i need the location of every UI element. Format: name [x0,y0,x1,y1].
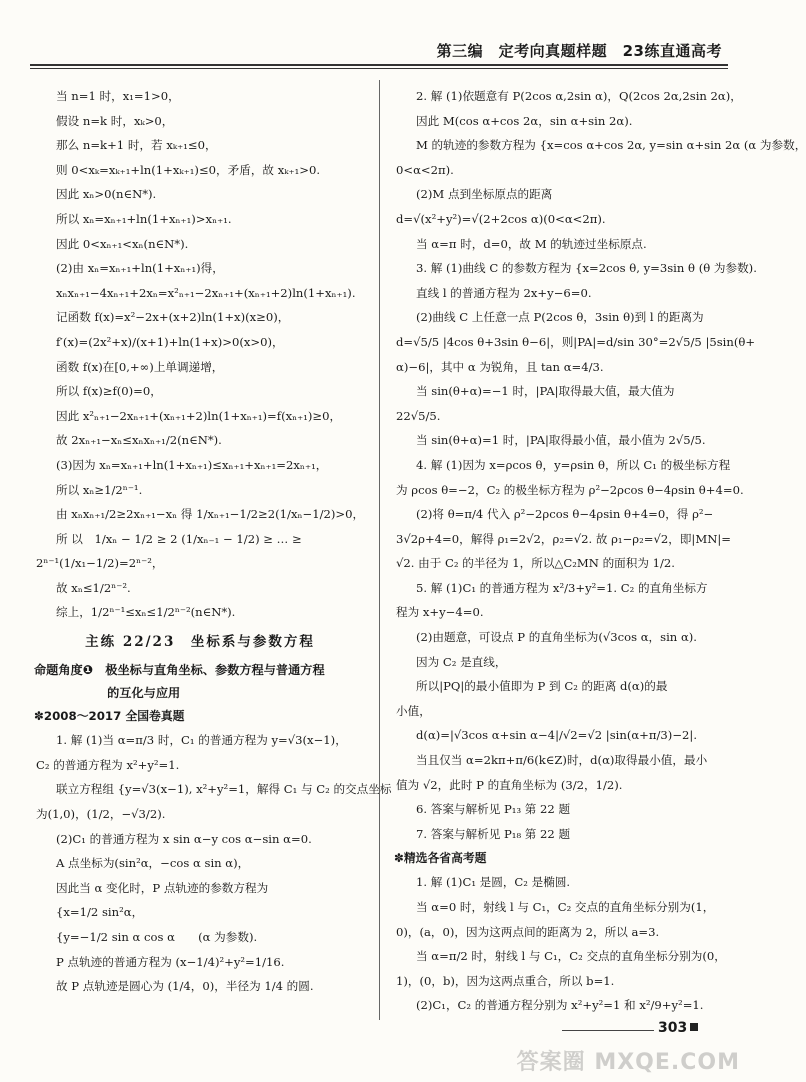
text-line: 那么 n=k+1 时，若 xₖ₊₁≤0， [56,138,217,153]
text-line: d=√5/5 |4cos θ+3sin θ−6|，则|PA|=d/sin 30°=2√5/5 |5sin(θ+ [396,334,756,349]
text-line: 3√2ρ+4=0，解得 ρ₁=2√2，ρ₂=√2. 故 ρ₁−ρ₂=√2，即|MN|= [396,531,731,546]
text-line: 6. 答案与解析见 P₁₃ 第 22 题 [416,802,571,817]
text-line: 故 xₙ≤1/2ⁿ⁻². [56,580,131,595]
text-line: 所 以 1/xₙ − 1/2 ≥ 2 (1/xₙ₋₁ − 1/2) ≥ … ≥ [56,531,302,546]
text-line: d(α)=|√3cos α+sin α−4|/√2=√2 |sin(α+π/3)−2|. [416,728,698,743]
text-line: 因此 M(cos α+cos 2α，sin α+sin 2α). [416,113,633,128]
text-line: 2ⁿ⁻¹(1/x₁−1/2)=2ⁿ⁻²， [36,556,164,571]
text-line: 当 α=0 时，射线 l 与 C₁，C₂ 交点的直角坐标分别为(1， [416,900,715,914]
text-line: (2)曲线 C 上任意一点 P(2cos θ，3sin θ)到 l 的距离为 [416,310,704,325]
sub-heading: ✽精选各省高考题 [394,851,487,866]
text-line: {y=−1/2 sin α cos α (α 为参数). [56,930,258,944]
text-line: 所以 xₙ=xₙ₊₁+ln(1+xₙ₊₁)>xₙ₊₁. [56,211,232,226]
text-line: 所以|PQ|的最小值即为 P 到 C₂ 的距离 d(α)的最 [416,679,668,694]
text-line: 当 n=1 时，x₁=1>0， [56,89,180,103]
text-line: 因此 0<xₙ₊₁<xₙ(n∈N*). [56,236,189,251]
text-line: 程为 x+y−4=0. [396,605,484,620]
text-line: 22√5/5. [396,408,441,423]
text-line: 直线 l 的普通方程为 2x+y−6=0. [416,285,592,300]
text-line: 1)，(0，b)，因为这两点重合，所以 b=1. [396,973,615,988]
text-line: xₙxₙ₊₁−4xₙ₊₁+2xₙ=x²ₙ₊₁−2xₙ₊₁+(xₙ₊₁+2)ln(1+xₙ₊₁). [56,285,356,300]
text-line: 当且仅当 α=2kπ+π/6(k∈Z)时，d(α)取得最小值，最小 [416,753,708,768]
header-rule-thin [30,68,728,69]
text-line: 联立方程组 {y=√3(x−1), x²+y²=1，解得 C₁ 与 C₂ 的交点坐标 [56,782,392,797]
text-line: α)−6|，其中 α 为锐角，且 tan α=4/3. [396,359,604,374]
text-line: 3. 解 (1)曲线 C 的参数方程为 {x=2cos θ, y=3sin θ (θ 为参数). [416,261,757,276]
text-line: 0<α<2π). [396,162,454,177]
text-line: 1. 解 (1)当 α=π/3 时，C₁ 的普通方程为 y=√3(x−1)， [56,733,347,748]
text-line: 因此当 α 变化时，P 点轨迹的参数方程为 [56,880,269,895]
text-line: f′(x)=(2x²+x)/(x+1)+ln(1+x)>0(x>0)， [56,334,284,349]
page-number: 303 [658,1020,688,1036]
text-line: 因此 xₙ>0(n∈N*). [56,187,157,202]
text-line: (3)因为 xₙ=xₙ₊₁+ln(1+xₙ₊₁)≤xₙ₊₁+xₙ₊₁=2xₙ₊₁， [56,457,328,472]
text-line: 记函数 f(x)=x²−2x+(x+2)ln(1+x)(x≥0)， [56,310,290,325]
text-line: 当 sin(θ+α)=−1 时，|PA|取得最大值，最大值为 [416,384,675,399]
text-line: 假设 n=k 时，xₖ>0， [56,113,174,128]
text-line: (2)C₁，C₂ 的普通方程分别为 x²+y²=1 和 x²/9+y²=1. [416,998,704,1013]
text-line: 7. 答案与解析见 P₁₈ 第 22 题 [416,826,571,841]
text-line: 当 α=π 时，d=0，故 M 的轨迹过坐标原点. [416,236,647,251]
text-line: (2)C₁ 的普通方程为 x sin α−y cos α−sin α=0. [56,831,312,846]
page-header: 第三编 定考向真题样题 23练直通高考 [436,42,722,60]
text-line: 因此 x²ₙ₊₁−2xₙ₊₁+(xₙ₊₁+2)ln(1+xₙ₊₁)=f(xₙ₊₁)≥0， [56,408,342,423]
text-line: 函数 f(x)在[0,+∞)上单调递增， [56,359,224,374]
text-line: 值为 √2，此时 P 的直角坐标为 (3/2，1/2). [396,777,623,792]
left-column [34,84,392,999]
text-line: (2)M 点到坐标原点的距离 [416,187,553,202]
text-line: P 点轨迹的普通方程为 (x−1/4)²+y²=1/16. [56,954,285,969]
text-line: M 的轨迹的参数方程为 {x=cos α+cos 2α, y=sin α+sin 2α (α 为参数， [416,138,806,153]
section-title: 主练 22/23 坐标系与参数方程 [85,634,315,651]
text-line: 所以 f(x)≥f(0)=0， [56,384,162,399]
text-line: d=√(x²+y²)=√(2+2cos α)(0<α<2π). [396,211,606,226]
text-line: A 点坐标为(sin²α，−cos α sin α)， [56,856,250,871]
column-divider [379,80,380,1020]
text-line: 5. 解 (1)C₁ 的普通方程为 x²/3+y²=1. C₂ 的直角坐标方 [416,580,708,595]
topic-heading: 命题角度❶ 极坐标与直角坐标、参数方程与普通方程 [34,663,325,678]
text-line: 小值， [396,703,431,718]
page-mark-square [690,1023,698,1031]
text-line: 为(1,0)，(1/2，−√3/2). [36,807,166,822]
text-line: 1. 解 (1)C₁ 是圆，C₂ 是椭圆. [416,875,571,890]
text-line: (2)将 θ=π/4 代入 ρ²−2ρcos θ−4ρsin θ+4=0，得 ρ²− [416,507,714,522]
sub-heading: ✽2008～2017 全国卷真题 [34,709,185,724]
text-line: 故 P 点轨迹是圆心为 (1/4，0)，半径为 1/4 的圆. [56,979,314,994]
text-line: 当 α=π/2 时，射线 l 与 C₁，C₂ 交点的直角坐标分别为(0， [416,949,726,964]
text-line: 2. 解 (1)依题意有 P(2cos α,2sin α)，Q(2cos 2α,2sin 2α)， [416,89,742,103]
watermark: 答案圈 MXQE.COM [516,1050,740,1075]
text-line: 所以 xₙ≥1/2ⁿ⁻¹. [56,482,143,497]
text-line: 当 sin(θ+α)=1 时，|PA|取得最小值，最小值为 2√5/5. [416,433,706,448]
text-line: 为 ρcos θ=−2，C₂ 的极坐标方程为 ρ²−2ρcos θ−4ρsin θ+4=0. [396,482,744,497]
footer-rule [562,1030,654,1031]
topic-heading: 的互化与应用 [34,685,181,700]
text-line: 故 2xₙ₊₁−xₙ≤xₙxₙ₊₁/2(n∈N*). [56,433,222,448]
header-rule [30,64,728,66]
text-line: 4. 解 (1)因为 x=ρcos θ，y=ρsin θ，所以 C₁ 的极坐标方程 [416,457,731,472]
text-line: 0)，(a，0)，因为这两点间的距离为 2，所以 a=3. [396,924,660,939]
text-line: 综上，1/2ⁿ⁻¹≤xₙ≤1/2ⁿ⁻²(n∈N*). [56,605,236,620]
text-line: (2)由 xₙ=xₙ₊₁+ln(1+xₙ₊₁)得， [56,261,224,276]
text-line: √2. 由于 C₂ 的半径为 1，所以△C₂MN 的面积为 1/2. [396,556,675,571]
text-line: 则 0<xₖ=xₖ₊₁+ln(1+xₖ₊₁)≤0，矛盾，故 xₖ₊₁>0. [56,162,321,177]
text-line: C₂ 的普通方程为 x²+y²=1. [36,757,180,772]
right-column [394,84,806,1018]
text-line: (2)由题意，可设点 P 的直角坐标为(√3cos α，sin α). [416,630,697,645]
text-line: {x=1/2 sin²α， [56,905,144,920]
text-line: 因为 C₂ 是直线， [416,654,507,669]
text-line: 由 xₙxₙ₊₁/2≥2xₙ₊₁−xₙ 得 1/xₙ₊₁−1/2≥2(1/xₙ−1/2)>0， [56,507,365,522]
